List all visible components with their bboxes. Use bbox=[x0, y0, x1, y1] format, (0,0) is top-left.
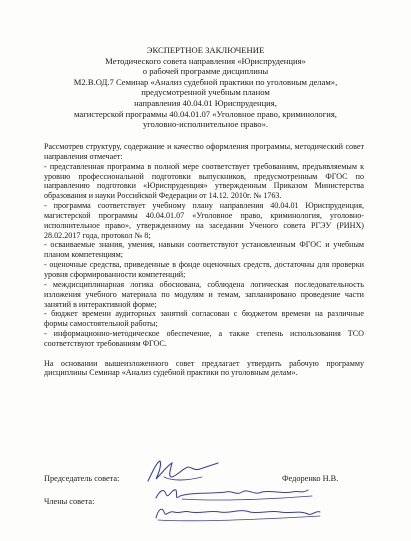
paragraph-gap bbox=[44, 349, 364, 359]
member-handwritten-signature-1 bbox=[152, 484, 352, 504]
document-body bbox=[44, 142, 364, 378]
list-item: - бюджет времени аудиторных занятий согласован с бюджетом времени на различные формы самостоятельной работы; bbox=[44, 309, 364, 329]
header-line: уголовно-исполнительное право». bbox=[142, 119, 269, 130]
header-line: о рабочей программе дисциплины bbox=[142, 66, 269, 77]
member-handwritten-signature-2 bbox=[150, 502, 350, 524]
list-item: - представленная программа в полной мере соответствует требованиям, предъявляемым к уровню профессиональной подготовки выпускников, предусмотренным ФГОС по направлению подготовки «Юриспруденция» утвержденным Приказом Министерства образования и науки Российской Федерации от 14.12. 2010г. № 1763. bbox=[44, 161, 364, 201]
list-item: - осваиваемые знания, умения, навыки соответствуют установленным ФГОС и учебным планом компетенциям; bbox=[44, 240, 364, 260]
chair-name: Федоренко Н.В. bbox=[282, 474, 339, 483]
list-item: - программа соответствует учебному плану направления 40.04.01 Юриспруденция, магистерской программы 40.04.01.07 «Уголовное право, криминология, уголовно-исполнительное право», утвержденному на заседании Ученого совета РГЭУ (РИНХ) 28.02.2017 года, протокол № 8; bbox=[44, 201, 364, 240]
conclusion-paragraph: На основании вышеизложенного совет предлагает утвердить рабочую программу дисциплины Семинар «Анализ судебной практики по уголовным делам». bbox=[44, 358, 364, 378]
list-item: - информационно-методическое обеспечение, а также степень использования ТСО соответствуют требованиям ФГОС. bbox=[44, 329, 364, 348]
chair-handwritten-signature bbox=[142, 455, 222, 487]
list-item: - междисциплинарная логика обоснована, соблюдена логическая последовательность изложения учебного материала по модулям и темам, запланировано проведение части занятий в интерактивной форме; bbox=[44, 279, 364, 309]
document-title: ЭКСПЕРТНОЕ ЗАКЛЮЧЕНИЕ bbox=[146, 45, 265, 55]
intro-paragraph: Рассмотрев структуру, содержание и качество оформления программы, методический совет направления отмечает: bbox=[44, 142, 364, 161]
header-line: предусмотренной учебным планом bbox=[141, 87, 270, 98]
header-line: М2.В.ОД.7 Семинар «Анализ судебной практики по уголовным делам», bbox=[73, 76, 338, 87]
members-label: Члены совета: bbox=[44, 497, 95, 506]
header-line: Методического совета направления «Юриспруденция» bbox=[105, 55, 306, 66]
header-line: магистерской программы 40.04.01.07 «Уголовное право, криминология, bbox=[74, 108, 337, 119]
document-header bbox=[20, 45, 391, 130]
list-item: - оценочные средства, приведенные в фонде оценочных средств, достаточны для проверки уровня сформированности компетенций; bbox=[44, 260, 364, 279]
header-line: направления 40.04.01 Юриспруденция, bbox=[134, 97, 277, 108]
chair-label: Председатель совета: bbox=[44, 474, 120, 483]
